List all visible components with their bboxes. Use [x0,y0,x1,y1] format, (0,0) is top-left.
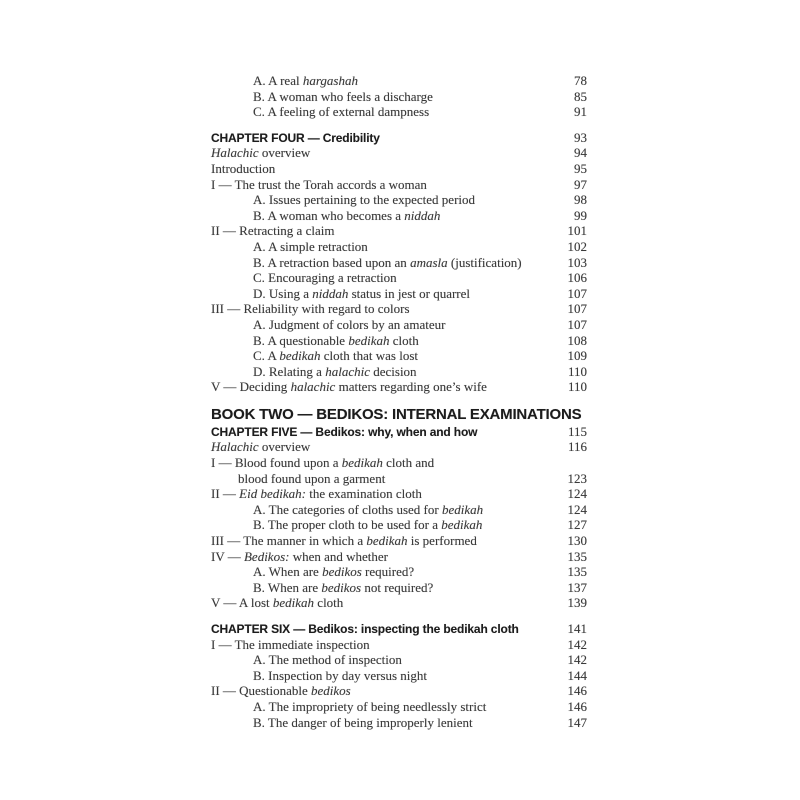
page-number: 124 [567,486,587,502]
entry-title [211,715,473,731]
toc-entry-row [211,580,587,596]
text-run: A. The impropriety of being needlessly strict [253,698,487,714]
chapter-heading-row [211,130,587,146]
toc-entry-row [211,301,587,317]
entry-title [211,652,402,668]
entry-title [211,517,482,533]
toc-entry-row [211,348,587,364]
page-number: 99 [574,207,587,223]
text-run: B. Inspection by day versus night [253,667,428,683]
entry-title [211,564,414,580]
page-number: 146 [567,683,587,699]
toc-entry-row [211,317,587,333]
page-number: 142 [567,652,587,668]
text-run: B. A woman who becomes a [253,207,405,223]
text-run: II — Retracting a claim [211,223,335,239]
page-number: 91 [574,104,587,120]
page-number: 141 [567,621,587,636]
text-run: required? [361,564,415,580]
page-number: 108 [567,332,587,348]
page-number: 98 [574,192,587,208]
italic-term: bedikah [348,332,390,348]
page-number: 107 [567,301,587,317]
toc-entry-row [211,486,587,502]
entry-title [211,145,310,161]
text-run: the examination cloth [305,486,422,502]
text-run: III — The manner in which a [211,533,367,549]
toc-entry-row [211,517,587,533]
text-run: IV — [211,548,244,564]
text-run: CHAPTER FOUR — Credibility [211,130,380,145]
italic-term: Halachic [211,439,259,455]
page-number: 127 [567,517,587,533]
text-run: CHAPTER SIX — Bedikos: inspecting the bedikah cloth [211,622,519,636]
toc-entry-row [211,668,587,684]
entry-title [211,104,429,120]
entry-title [211,637,370,653]
entry-title [211,699,486,715]
toc-section-2 [211,405,587,611]
entry-title [211,161,275,177]
text-run: D. Using a [253,285,313,301]
italic-term: bedikos [311,683,351,699]
entry-title [211,286,470,302]
italic-term: bedikah [441,517,483,533]
entry-title [211,131,380,147]
page-number: 142 [567,636,587,652]
text-run: C. A [253,348,280,364]
entry-title [211,255,522,271]
italic-term: Bedikos: [243,548,290,564]
page-number: 139 [567,595,587,611]
toc-entry-row [211,699,587,715]
italic-term: bedikah [366,533,408,549]
entry-title [211,333,419,349]
toc-entry-row [211,270,587,286]
toc-entry-row [211,145,587,161]
italic-term: Halachic [211,145,259,161]
page-number: 137 [567,579,587,595]
italic-term: amasla [410,254,448,270]
text-run: A. A simple retraction [253,238,368,254]
text-run: V — Deciding [211,379,291,395]
text-run: cloth [389,332,419,348]
text-run: I — The trust the Torah accords a woman [211,176,427,192]
text-run: blood found upon a garment [238,470,386,486]
entry-title [211,192,475,208]
toc-entry-row [211,564,587,580]
italic-term: bedikos [321,579,362,595]
text-run: B. A questionable [253,332,349,348]
page-number: 146 [567,698,587,714]
toc-entry-row [211,73,587,89]
text-run: II — Questionable [211,683,312,699]
toc-entry-row [211,595,587,611]
toc-entry-row [211,379,587,395]
text-run: II — [211,486,240,502]
toc-section-1 [211,130,587,395]
page-number: 116 [567,439,587,455]
text-run: V — A lost [211,595,273,611]
page-number: 110 [567,379,587,395]
toc-entry-row [211,286,587,302]
entry-title [211,455,434,471]
text-run: BOOK TWO — BEDIKOS: INTERNAL EXAMINATIONS [211,405,582,423]
text-run: A. A real [253,73,303,88]
entry-title [211,580,433,596]
page-number: 123 [567,470,587,486]
page-number: 95 [574,160,587,176]
text-run: I — Blood found upon a [211,455,342,471]
entry-title [211,73,358,89]
page-number: 110 [567,363,587,379]
page-number: 147 [567,714,587,730]
page-number: 107 [567,285,587,301]
toc-entry-row [211,239,587,255]
chapter-heading-row [211,424,587,440]
page-number: 85 [574,88,587,104]
text-run: A. Judgment of colors by an amateur [253,316,446,332]
toc-entry-row [211,652,587,668]
page-number: 102 [567,238,587,254]
text-run: cloth [314,595,344,611]
italic-term: niddah [404,207,441,223]
italic-term: bedikah [341,455,383,471]
toc-entry-row [211,161,587,177]
entry-title [211,177,427,193]
text-run: when and whether [289,548,389,564]
toc-entry-row [211,192,587,208]
italic-term: bedikah [441,501,484,517]
text-run: B. A retraction based upon an [253,254,411,270]
entry-title [211,317,445,333]
page-number: 144 [567,667,587,683]
entry-title [211,405,581,424]
page-number: 97 [574,176,587,192]
italic-term: bedikah [279,348,321,364]
entry-title [211,239,368,255]
toc-entry-row [211,223,587,239]
italic-term: Eid bedikah: [239,486,306,502]
text-run: C. Encouraging a retraction [253,270,397,286]
entry-title [211,471,385,487]
italic-term: halachic [325,363,370,379]
text-run: B. When are [253,579,322,595]
toc-entry-row [211,471,587,487]
toc-entry-row [211,683,587,699]
text-run: A. When are [253,564,323,580]
italic-term: bedikah [272,595,315,611]
text-run: B. A woman who feels a discharge [253,88,433,104]
text-run: B. The proper cloth to be used for a [253,517,442,533]
toc-entry-row [211,89,587,105]
page-number: 115 [567,423,587,439]
entry-title [211,549,388,565]
book-heading-row [211,405,587,424]
italic-term: hargashah [302,73,358,88]
toc-entry-row [211,177,587,193]
text-run: III — Reliability with regard to colors [211,301,410,317]
text-run: C. A feeling of external dampness [253,104,430,120]
page-number: 103 [567,254,587,270]
entry-title [211,683,351,699]
chapter-heading-row [211,621,587,637]
text-run: decision [369,363,417,379]
toc-entry-row [211,533,587,549]
italic-term: halachic [290,379,336,395]
text-run: status in jest or quarrel [348,285,471,301]
page-number: 124 [567,501,587,517]
italic-term: bedikos [322,564,362,580]
toc-entry-row [211,549,587,565]
page-number: 78 [574,73,587,88]
page-number: 101 [567,223,587,239]
text-run: D. Relating a [253,363,326,379]
text-run: cloth and [382,455,435,471]
page-number: 107 [567,316,587,332]
entry-title [211,364,417,380]
page-number: 93 [574,129,587,145]
entry-title [211,595,343,611]
entry-title [211,622,519,638]
text-run: (justification) [447,254,522,270]
entry-title [211,89,433,105]
text-run: overview [258,439,311,455]
entry-title [211,348,418,364]
toc-entry-row [211,455,587,471]
entry-title [211,502,483,518]
entry-title [211,439,310,455]
entry-title [211,379,487,395]
page-number: 135 [567,548,587,564]
toc-entry-row [211,637,587,653]
toc-section-0 [211,73,587,120]
page-number: 106 [567,270,587,286]
text-run: A. The categories of cloths used for [253,501,442,517]
table-of-contents [211,73,587,740]
page-number: 109 [567,348,587,364]
page-number: 130 [567,533,587,549]
toc-entry-row [211,715,587,731]
text-run: is performed [407,533,477,549]
entry-title [211,425,477,441]
italic-term: niddah [312,285,349,301]
entry-title [211,486,422,502]
text-run: I — The immediate inspection [211,636,370,652]
text-run: CHAPTER FIVE — Bedikos: why, when and how [211,424,478,439]
entry-title [211,533,477,549]
page-number: 94 [574,145,587,161]
entry-title [211,270,397,286]
text-run: matters regarding one’s wife [335,379,487,395]
entry-title [211,223,334,239]
entry-title [211,301,410,317]
toc-entry-row [211,333,587,349]
toc-entry-row [211,104,587,120]
toc-entry-row [211,208,587,224]
page-number: 135 [567,564,587,580]
toc-entry-row [211,439,587,455]
text-run: cloth that was lost [320,348,419,364]
text-run: Introduction [211,160,276,176]
text-run: B. The danger of being improperly lenient [253,714,473,730]
entry-title [211,208,440,224]
toc-section-3 [211,621,587,730]
toc-entry-row [211,364,587,380]
text-run: not required? [361,579,434,595]
text-run: overview [258,145,311,161]
toc-entry-row [211,502,587,518]
text-run: A. The method of inspection [253,652,402,668]
text-run: A. Issues pertaining to the expected period [253,192,476,208]
toc-entry-row [211,255,587,271]
entry-title [211,668,427,684]
